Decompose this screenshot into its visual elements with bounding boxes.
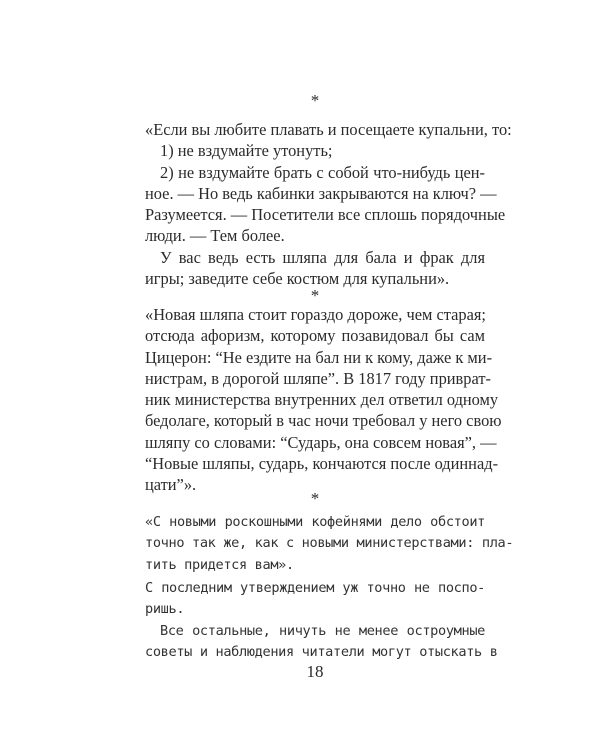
text-line: «С новыми роскошными кофейнями дело обстоит (145, 514, 485, 530)
section-divider-star: * (310, 286, 320, 305)
commentary-block (145, 578, 498, 663)
text-line: нистрам, в дорогой шляпе”. В 1817 году приврат- (145, 368, 491, 388)
text-line: С последним утверждением уж точно не поспо- (145, 580, 485, 596)
text-line: “Новые шляпы, сударь, кончаются после одиннад- (145, 454, 499, 474)
page-number: 18 (306, 662, 324, 681)
quote-block-coffeehouses (145, 512, 514, 576)
text-line: «Новая шляпа стоит гораздо дороже, чем старая; (145, 305, 486, 324)
section-divider-star: * (310, 489, 320, 508)
text-line: цати”». (145, 475, 197, 495)
text-line: ришь. (145, 601, 185, 618)
text-line: ное. — Но ведь кабинки закрываются на ключ? — (145, 183, 497, 203)
text-line: шляпу со словами: “Сударь, она совсем новая”, — (145, 432, 497, 452)
text-line: «Если вы любите плавать и посещаете купальни, то: (145, 120, 512, 139)
text-line: 1) не вздумайте утонуть; (160, 141, 333, 161)
text-line: игры; заведите себе костюм для купальни». (145, 269, 450, 289)
text-line: тить придется вам». (145, 556, 294, 573)
text-line: Все остальные, ничуть не менее остроумные (160, 622, 485, 639)
text-line: отсюда афоризм, которому позавидовал бы сам (145, 326, 485, 346)
section-divider-star: * (310, 91, 320, 110)
text-line: бедолаге, который в час ночи требовал у него свою (145, 411, 502, 431)
quote-block-hats (145, 304, 502, 496)
quote-block-bathing (145, 119, 512, 289)
text-line: ник министерства внутренних дел ответил одному (145, 390, 499, 410)
text-line: Разумеется. — Посетители все сплошь порядочные (145, 205, 506, 225)
text-line: точно так же, как с новыми министерствами: пла- (145, 535, 514, 552)
text-line: люди. — Тем более. (145, 226, 285, 246)
text-line: советы и наблюдения читатели могут отыскать в (145, 643, 498, 660)
text-line: У вас ведь есть шляпа для бала и фрак для (160, 247, 485, 267)
text-line: Цицерон: “Не ездите на бал ни к кому, даже к ми- (145, 347, 493, 367)
text-line: 2) не вздумайте брать с собой что-нибудь цен- (160, 162, 485, 182)
